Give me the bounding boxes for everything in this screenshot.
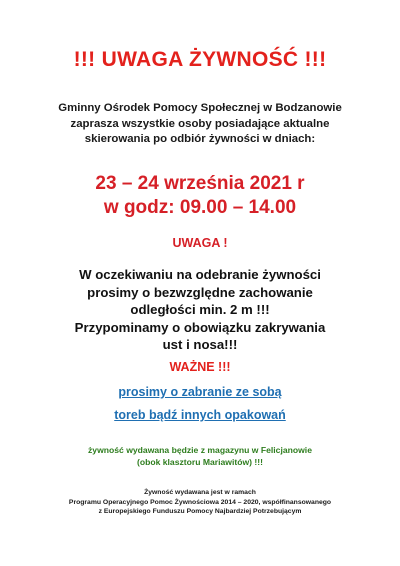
footer-line: Programu Operacyjnego Pomoc Żywnościowa 2014 – 2020, współfinansowanego [68, 498, 332, 506]
notice-line: Przypominamy o obowiązku zakrywania [74, 319, 326, 335]
date-hours: w godz: 09.00 – 14.00 [103, 197, 297, 218]
bring-bags-text-1: prosimy o zabranie ze sobą [118, 385, 282, 399]
page-title: !!! UWAGA ŻYWNOŚĆ !!! [73, 48, 327, 71]
important-heading: WAŻNE !!! [169, 360, 231, 374]
bring-bags-text-2: toreb bądź innych opakowań [114, 408, 286, 422]
footer-line: z Europejskiego Funduszu Pomocy Najbardziej Potrzebującym [98, 508, 302, 516]
intro-text [20, 101, 380, 148]
warehouse-note-line: żywność wydawana będzie z magazynu w Felicjanowie [88, 445, 312, 455]
funding-footer [20, 488, 380, 517]
distribution-date [0, 172, 400, 220]
notice-line: prosimy o bezwzględne zachowanie [87, 284, 313, 300]
footer-line: Żywność wydawana jest w ramach [144, 489, 256, 496]
warehouse-note [20, 444, 380, 468]
notice-line: ust i nosa!!! [162, 337, 238, 352]
notice-line: W oczekiwaniu na odebranie żywności [79, 267, 321, 282]
intro-line: skierowania po odbiór żywności w dniach: [84, 133, 316, 145]
notice-line: odległości min. 2 m !!! [130, 302, 270, 317]
warehouse-note-line: (obok klasztoru Mariawitów) !!! [136, 457, 264, 467]
intro-line: zaprasza wszystkie osoby posiadające aktualne [70, 117, 330, 130]
attention-heading: UWAGA ! [172, 236, 228, 250]
intro-line: Gminny Ośrodek Pomocy Społecznej w Bodzanowie [58, 102, 342, 114]
distancing-notice [20, 266, 380, 354]
date-days: 23 – 24 września 2021 r [95, 173, 305, 194]
